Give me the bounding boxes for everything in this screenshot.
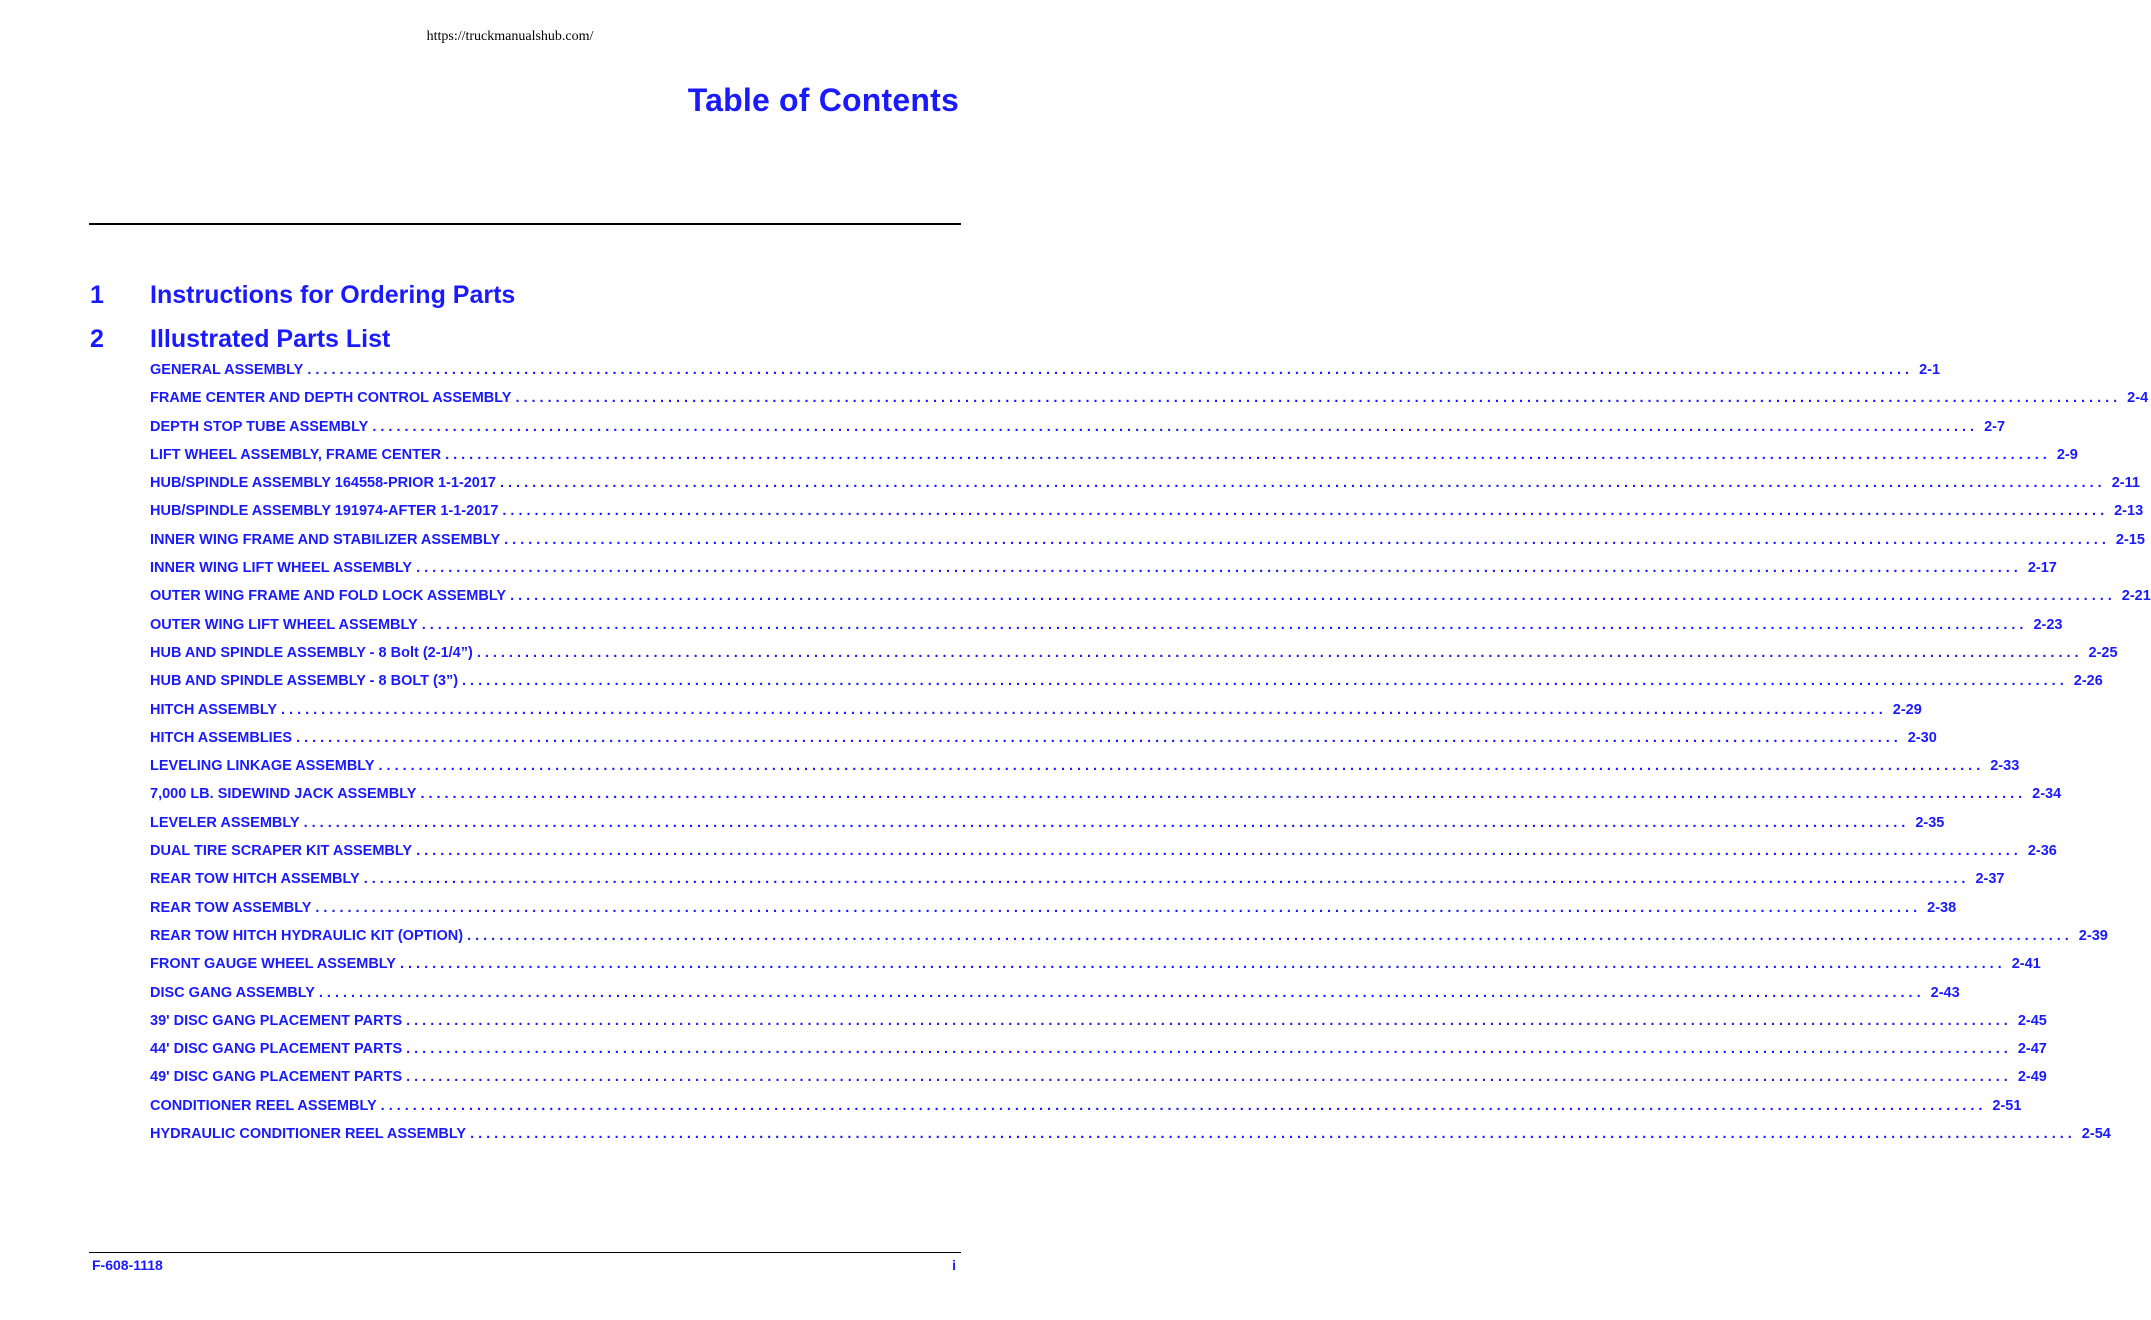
dot-leader: ........................................................................................................................................................................................................ [499, 475, 2106, 492]
toc-entry-page: 2-15 [2115, 531, 2145, 548]
toc-entry-page: 2-23 [2033, 616, 2063, 633]
toc-entry-title: REAR TOW ASSEMBLY [150, 899, 312, 916]
toc-entry-title: DISC GANG ASSEMBLY [150, 984, 315, 1001]
toc-entry-title: LEVELER ASSEMBLY [150, 814, 300, 831]
toc-entry-page: 2-45 [2017, 1012, 2047, 1029]
toc-entry-title: OUTER WING LIFT WHEEL ASSEMBLY [150, 616, 418, 633]
page-title: Table of Contents [687, 82, 959, 118]
section-number: 2 [90, 325, 104, 353]
dot-leader: ........................................................................................................................................................................................................ [470, 1126, 2076, 1143]
toc-entry-page: 2-25 [2088, 644, 2118, 661]
document-number: F-608-1118 [92, 1257, 163, 1273]
toc-entry-page: 2-11 [2111, 475, 2140, 492]
toc-entry-title: FRONT GAUGE WHEEL ASSEMBLY [150, 956, 396, 973]
toc-entry[interactable] [150, 871, 2005, 899]
toc-entry[interactable] [150, 899, 1957, 928]
toc-entry[interactable] [150, 418, 2006, 447]
toc-entry[interactable] [150, 927, 2108, 956]
toc-entry-title: HUB/SPINDLE ASSEMBLY 164558-PRIOR 1-1-2017 [150, 475, 496, 492]
dot-leader: ........................................................................................................................................................................................................ [416, 560, 2022, 577]
toc-entry[interactable] [150, 1097, 2022, 1126]
toc-entry[interactable] [150, 729, 1937, 758]
dot-leader: ........................................................................................................................................................................................................ [380, 1097, 1987, 1114]
dot-leader: ........................................................................................................................................................................................................ [476, 644, 2083, 661]
footer-divider [89, 1252, 961, 1253]
dot-leader: ........................................................................................................................................................................................................ [445, 446, 2051, 463]
section-title: Instructions for Ordering Parts [150, 281, 516, 309]
toc-entry-page: 2-38 [1927, 899, 1957, 916]
toc-entry-title: HUB AND SPINDLE ASSEMBLY - 8 Bolt (2-1/4”) [150, 644, 473, 661]
toc-entry-title: HITCH ASSEMBLIES [150, 729, 293, 746]
dot-leader: ........................................................................................................................................................................................................ [416, 843, 2022, 860]
toc-entry[interactable] [150, 390, 2149, 418]
dot-leader: ........................................................................................................................................................................................................ [462, 673, 2068, 690]
toc-entry-title: REAR TOW HITCH HYDRAULIC KIT (OPTION) [150, 927, 464, 944]
toc-entry-title: DEPTH STOP TUBE ASSEMBLY [150, 418, 369, 435]
toc-entry-page: 2-35 [1915, 814, 1945, 831]
toc-entry-title: INNER WING LIFT WHEEL ASSEMBLY [150, 560, 413, 577]
toc-entry-page: 2-33 [1990, 758, 2020, 775]
toc-entry-page: 2-7 [1984, 418, 2006, 435]
dot-leader: ........................................................................................................................................................................................................ [318, 984, 1925, 1001]
toc-entry[interactable] [150, 531, 2145, 560]
toc-entry-page: 2-41 [2011, 956, 2041, 973]
dot-leader: ........................................................................................................................................................................................................ [406, 1069, 2012, 1086]
toc-entry[interactable] [150, 814, 1945, 843]
dot-leader: ........................................................................................................................................................................................................ [281, 701, 1887, 718]
toc-entry-page: 2-34 [2032, 786, 2062, 803]
toc-entry-page: 2-9 [2056, 446, 2078, 463]
dot-leader: ........................................................................................................................................................................................................ [406, 1012, 2012, 1029]
toc-entry[interactable] [150, 560, 2057, 588]
toc-entry[interactable] [150, 984, 1960, 1013]
toc-entry-page: 2-4 [2127, 390, 2149, 407]
dot-leader: ........................................................................................................................................................................................................ [504, 531, 2110, 548]
toc-entry-title: 44' DISC GANG PLACEMENT PARTS [150, 1041, 403, 1058]
toc-entry-title: REAR TOW HITCH ASSEMBLY [150, 871, 360, 888]
toc-entry-page: 2-54 [2081, 1126, 2111, 1143]
toc-entry[interactable] [150, 758, 2020, 786]
dot-leader: ........................................................................................................................................................................................................ [363, 871, 1970, 888]
source-url: https://truckmanualshub.com/ [426, 29, 594, 44]
dot-leader: ........................................................................................................................................................................................................ [502, 503, 2109, 520]
dot-leader: ........................................................................................................................................................................................................ [378, 758, 1985, 775]
dot-leader: ........................................................................................................................................................................................................ [315, 899, 1922, 916]
page-number: i [952, 1257, 956, 1273]
section-title: Illustrated Parts List [150, 325, 391, 353]
dot-leader: ........................................................................................................................................................................................................ [307, 362, 1914, 378]
dot-leader: ........................................................................................................................................................................................................ [372, 418, 1979, 435]
toc-entry-title: CONDITIONER REEL ASSEMBLY [150, 1097, 377, 1114]
toc-entry-title: GENERAL ASSEMBLY [150, 362, 304, 378]
toc-entry-page: 2-26 [2073, 673, 2103, 690]
toc-entry-page: 2-37 [1975, 871, 2005, 888]
toc-entry[interactable] [150, 843, 2057, 871]
dot-leader: ........................................................................................................................................................................................................ [296, 729, 1902, 746]
toc-entry[interactable] [150, 1126, 2111, 1154]
toc-entry-page: 2-49 [2017, 1069, 2047, 1086]
toc-entry[interactable] [150, 362, 1941, 390]
dot-leader: ........................................................................................................................................................................................................ [303, 814, 1910, 831]
toc-entry[interactable] [150, 1041, 2047, 1069]
dot-leader: ........................................................................................................................................................................................................ [467, 927, 2073, 944]
toc-entry[interactable] [150, 786, 2062, 814]
toc-entry-page: 2-29 [1892, 701, 1922, 718]
toc-entry-page: 2-17 [2027, 560, 2057, 577]
toc-entry[interactable] [150, 475, 2140, 503]
dot-leader: ........................................................................................................................................................................................................ [515, 390, 2122, 407]
toc-entry[interactable] [150, 446, 2078, 475]
toc-entry-list [150, 362, 2151, 1154]
dot-leader: ........................................................................................................................................................................................................ [420, 786, 2027, 803]
toc-entry[interactable] [150, 1069, 2047, 1097]
toc-entry-page: 2-1 [1919, 362, 1941, 378]
toc-entry-title: LIFT WHEEL ASSEMBLY, FRAME CENTER [150, 446, 442, 463]
toc-entry-page: 2-43 [1930, 984, 1960, 1001]
toc-entry[interactable] [150, 1012, 2047, 1041]
toc-entry-title: HITCH ASSEMBLY [150, 701, 278, 718]
toc-entry[interactable] [150, 616, 2063, 645]
dot-leader: ........................................................................................................................................................................................................ [421, 616, 2028, 633]
toc-entry-title: OUTER WING FRAME AND FOLD LOCK ASSEMBLY [150, 588, 507, 605]
dot-leader: ........................................................................................................................................................................................................ [510, 588, 2116, 605]
toc-entry-page: 2-13 [2114, 503, 2144, 520]
toc-entry-title: FRAME CENTER AND DEPTH CONTROL ASSEMBLY [150, 390, 512, 407]
toc-entry-title: INNER WING FRAME AND STABILIZER ASSEMBLY [150, 531, 501, 548]
toc-entry-title: DUAL TIRE SCRAPER KIT ASSEMBLY [150, 843, 413, 860]
toc-entry-title: 7,000 LB. SIDEWIND JACK ASSEMBLY [150, 786, 417, 803]
toc-entry-title: HYDRAULIC CONDITIONER REEL ASSEMBLY [150, 1126, 467, 1143]
toc-entry-page: 2-51 [1992, 1097, 2022, 1114]
dot-leader: ........................................................................................................................................................................................................ [399, 956, 2006, 973]
toc-entry-page: 2-47 [2017, 1041, 2047, 1058]
toc-entry-title: 39' DISC GANG PLACEMENT PARTS [150, 1012, 403, 1029]
dot-leader: ........................................................................................................................................................................................................ [406, 1041, 2012, 1058]
toc-entry[interactable] [150, 956, 2041, 984]
toc-entry[interactable] [150, 644, 2118, 673]
header-divider [89, 223, 961, 225]
toc-entry-page: 2-30 [1907, 729, 1937, 746]
toc-entry[interactable] [150, 701, 1922, 730]
section-number: 1 [90, 281, 104, 309]
toc-entry[interactable] [150, 673, 2103, 701]
toc-entry-title: LEVELING LINKAGE ASSEMBLY [150, 758, 375, 775]
toc-entry-page: 2-39 [2078, 927, 2108, 944]
toc-entry-page: 2-21 [2121, 588, 2151, 605]
toc-entry-title: HUB AND SPINDLE ASSEMBLY - 8 BOLT (3”) [150, 673, 459, 690]
toc-entry-title: HUB/SPINDLE ASSEMBLY 191974-AFTER 1-1-2017 [150, 503, 499, 520]
toc-entry[interactable] [150, 503, 2144, 531]
toc-entry-page: 2-36 [2027, 843, 2057, 860]
toc-entry-title: 49' DISC GANG PLACEMENT PARTS [150, 1069, 403, 1086]
toc-entry[interactable] [150, 588, 2151, 616]
